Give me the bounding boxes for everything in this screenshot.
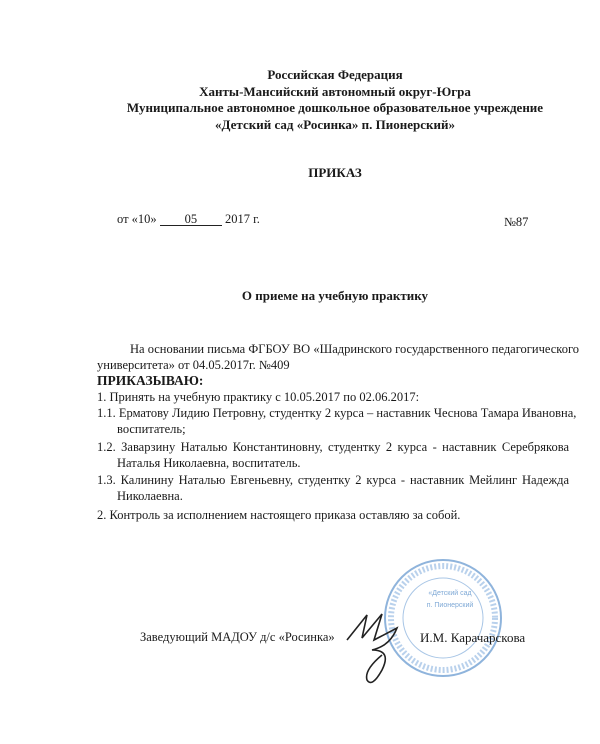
signature-position: Заведующий МАДОУ д/с «Росинка» — [140, 630, 335, 644]
header-line-1: Российская Федерация — [267, 67, 403, 82]
basis-line-1: На основании письма ФГБОУ ВО «Шадринского государственного педагогического — [130, 342, 580, 356]
date-year: 2017 г. — [224, 212, 260, 226]
signature-name: И.М. Карачарскова — [420, 630, 526, 645]
item-1-3: 1.3. Калинину Наталью Евгеньевну, студентку 2 курса - наставник Мейлинг Надежда — [97, 473, 569, 487]
item-2: 2. Контроль за исполнением настоящего приказа оставляю за собой. — [97, 508, 461, 522]
item-1-3-cont: Николаевна. — [117, 489, 183, 503]
svg-text:«Детский сад: «Детский сад — [428, 590, 472, 597]
item-1-2-cont: Наталья Николаевна, воспитатель. — [117, 456, 301, 470]
header-line-2: Ханты-Мансийский автономный округ-Югра — [199, 84, 471, 99]
order-number: №87 — [504, 215, 529, 229]
order-word: ПРИКАЗЫВАЮ: — [97, 373, 204, 388]
item-1-2: 1.2. Заварзину Наталью Константиновну, студентку 2 курса - наставник Серебрякова — [97, 440, 569, 454]
item-1-1: 1.1. Ерматову Лидию Петровну, студентку 2 курса – наставник Чеснова Тамара Ивановна, — [97, 406, 577, 420]
item-1: 1. Принять на учебную практику с 10.05.2017 по 02.06.2017: — [97, 390, 420, 404]
handwritten-signature — [342, 610, 412, 690]
order-date — [117, 212, 260, 227]
doc-type: ПРИКАЗ — [308, 165, 362, 180]
header-line-3: Муниципальное автономное дошкольное образовательное учреждение — [126, 100, 544, 115]
order-subject: О приеме на учебную практику — [241, 288, 429, 303]
svg-text:п. Пионерский: п. Пионерский — [426, 602, 474, 609]
date-month: 05 — [160, 213, 222, 226]
date-prefix: от «10» — [117, 212, 157, 226]
basis-line-2: университета» от 04.05.2017г. №409 — [97, 358, 290, 372]
header-line-4: «Детский сад «Росинка» п. Пионерский» — [215, 117, 455, 132]
item-1-1-cont: воспитатель; — [117, 422, 186, 436]
